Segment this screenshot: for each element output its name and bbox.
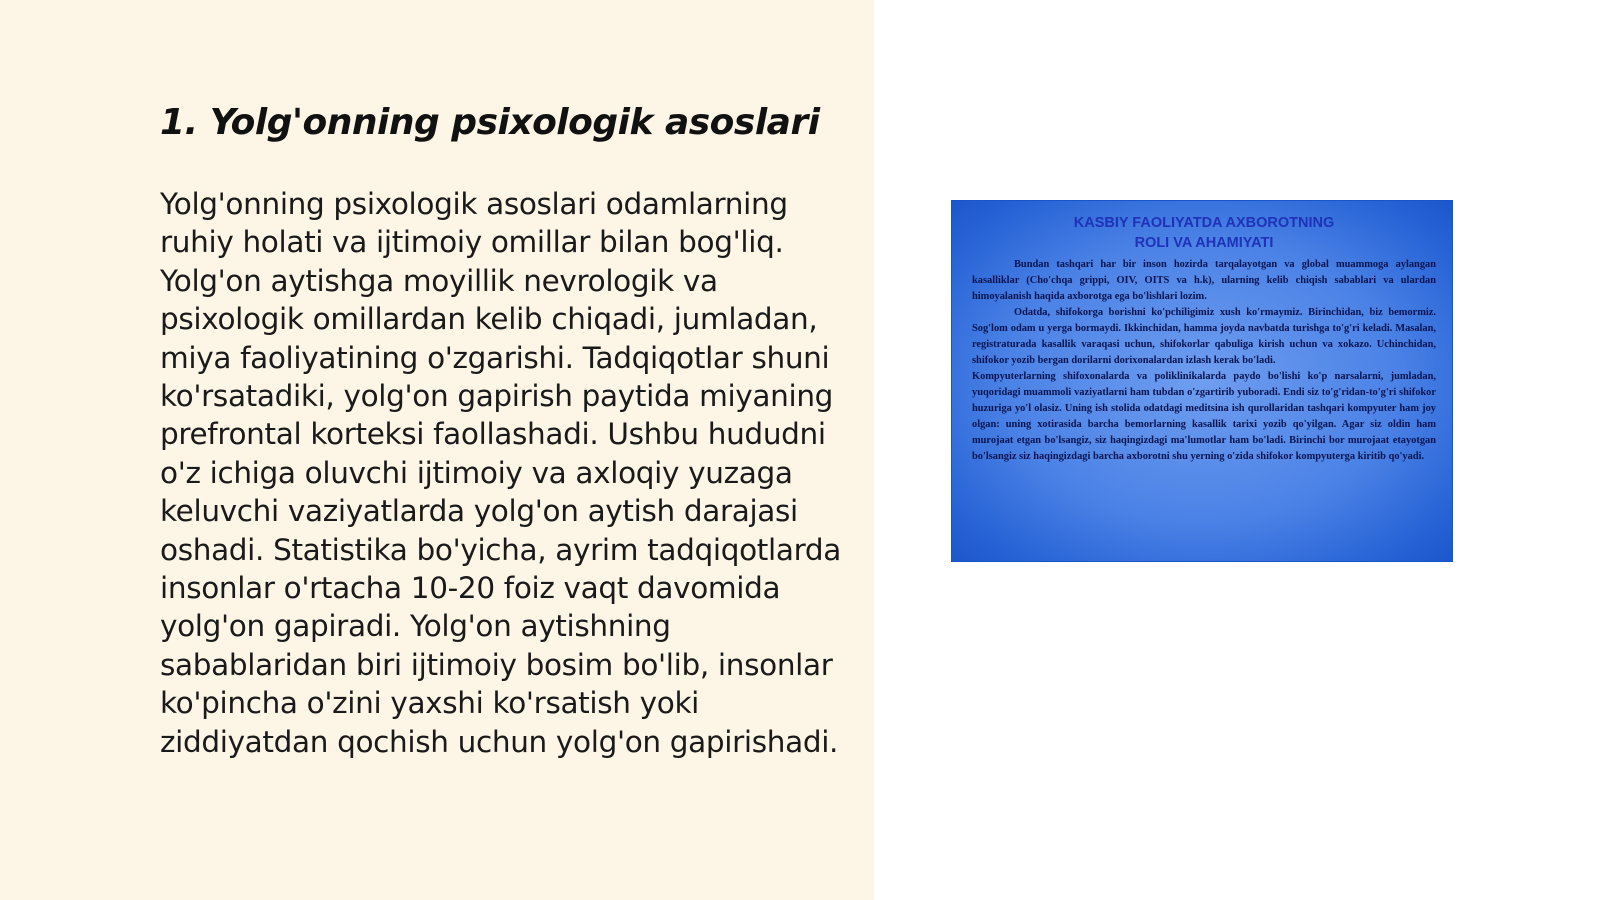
document-paragraph-1: Bundan tashqari har bir inson hozirda tarqalayotgan va global muammoga aylangan kasalliklar (Cho'chqa grippi, OIV, OITS va h.k), ularning kelib chiqish sabablari va ulardan himoyalanish haqida axborotga ega bo'lishlari lozim. [972,259,1436,302]
document-heading-line-2: ROLI VA AHAMIYATI [1134,235,1274,251]
document-paragraph-3: Kompyuterlarning shifoxonalarda va poliklinikalarda paydo bo'lishi ko'p narsalarni, jumladan, yuqoridagi muammoli vaziyatlarni ham tubdan o'zgartirib yuboradi. Endi siz to'g'ridan-to'g'ri shifokor huzuriga yo'l olasiz. Uning ish stolida odatdagi meditsina ish qurollaridan tashqari kompyuter ham joy olgan: uning xotirasida barcha bemorlarning kasallik tarixi yozib qo'yilgan. Agar siz oldin ham murojaat etgan bo'lsangiz, siz haqingizdagi ma'lumotlar ham bo'ladi. Birinchi bor murojaat etayotgan bo'lsangiz siz haqingizdagi barcha axborotni shu yerning o'zida shifokor kompyuterga kiritib qo'yadi. [972,371,1436,462]
document-heading [972,213,1436,253]
document-paragraph-2: Odatda, shifokorga borishni ko'pchiligimiz xush ko'rmaymiz. Birinchidan, biz bemormiz. Sog'lom odam u yerga bormaydi. Ikkinchidan, hamma joyda navbatda turishga to'g'ri keladi. Masalan, registraturada kasallik varaqasi uchun, shifokorlar qabuliga kirish uchun va xokazo. Uchinchidan, shifokor yozib bergan dorilarni dorixonalardan izlash kerak bo'ladi. [972,307,1436,366]
slide-title: 1. Yolg'onning psixologik asoslari [160,102,820,143]
document-heading-line-1: KASBIY FAOLIYATDA AXBOROTNING [1073,215,1335,231]
document-scan-content [972,213,1436,541]
document-scan-image [951,200,1453,562]
slide-body-text: Yolg'onning psixologik asoslari odamlarning ruhiy holati va ijtimoiy omillar bilan bog'liq. Yolg'on aytishga moyillik nevrologik va psixologik omillardan kelib chiqadi, jumladan, miya faoliyatining o'zgarishi. Tadqiqotlar shuni ko'rsatadiki, yolg'on gapirish paytida miyaning prefrontal korteksi faollashadi. Ushbu hududni o'z ichiga oluvchi ijtimoiy va axloqiy yuzaga keluvchi vaziyatlarda yolg'on aytish darajasi oshadi. Statistika bo'yicha, ayrim tadqiqotlarda insonlar o'rtacha 10-20 foiz vaqt davomida yolg'on gapiradi. Yolg'on aytishning sabablaridan biri ijtimoiy bosim bo'lib, insonlar ko'pincha o'zini yaxshi ko'rsatish yoki ziddiyatdan qochish uchun yolg'on gapirishadi. [160,187,841,759]
